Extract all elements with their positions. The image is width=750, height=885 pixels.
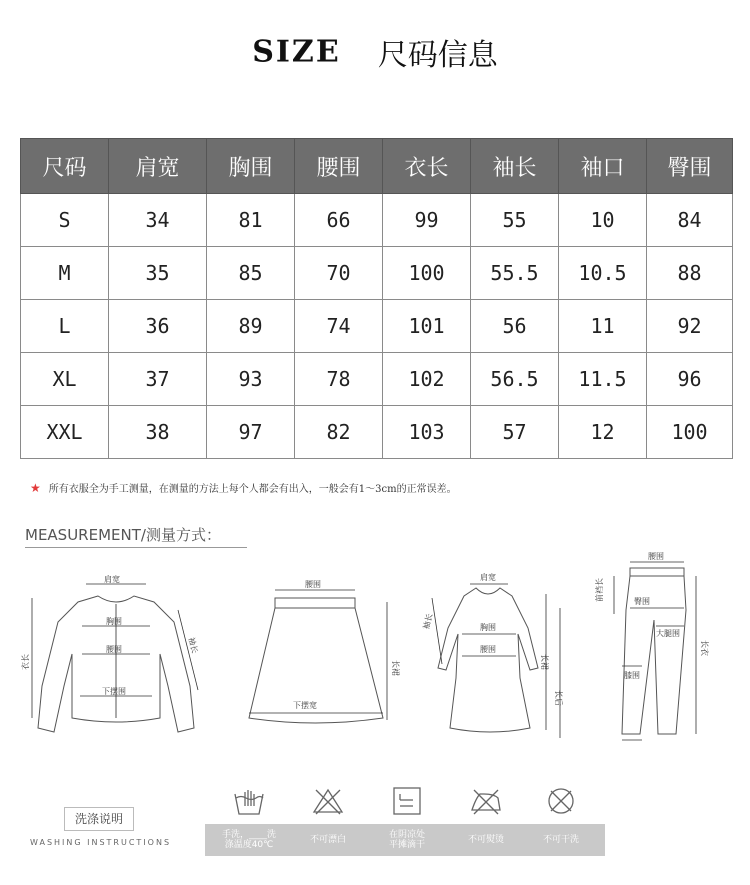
table-header-row [21, 139, 733, 194]
dress-waist-label: 腰围 [480, 645, 496, 654]
table-row [21, 194, 733, 247]
table-row [21, 300, 733, 353]
table-row [21, 353, 733, 406]
table-cell: 56.5 [471, 353, 559, 406]
table-cell: 103 [383, 406, 471, 459]
table-header: 尺码 [21, 139, 109, 194]
wash-item-shade-dry [362, 786, 452, 856]
table-cell: 88 [647, 247, 733, 300]
table-cell: S [21, 194, 109, 247]
shade-dry-icon [391, 786, 423, 816]
shirt-sleeve-label: 袖长 [186, 636, 200, 655]
pants-thigh-label: 大腿围 [656, 629, 680, 638]
wash-item-no-bleach [283, 786, 373, 856]
skirt-waist-label: 腰围 [305, 580, 321, 589]
table-cell: 57 [471, 406, 559, 459]
table-cell: 82 [295, 406, 383, 459]
skirt-hem-label: 下摆宽 [293, 701, 317, 710]
title-size-word: SIZE [252, 34, 341, 70]
pants-length-label: 长衣 [700, 640, 709, 656]
dress-chest-label: 胸围 [480, 623, 496, 632]
table-cell: 89 [207, 300, 295, 353]
pants-waist-label: 腰围 [648, 552, 664, 561]
wash-caption: 在阴凉处 平摊滴干 [363, 824, 451, 856]
wash-caption: 不可干洗 [517, 824, 605, 856]
wash-caption: 手洗，____洗 涤温度40℃ [205, 824, 293, 856]
table-cell: 10 [559, 194, 647, 247]
table-cell: 37 [109, 353, 207, 406]
shirt-waist-label: 腰围 [106, 645, 122, 654]
table-cell: 35 [109, 247, 207, 300]
wash-item-hand-wash [204, 786, 294, 856]
hand-wash-icon [233, 786, 265, 816]
skirt-diagram [235, 568, 410, 733]
size-table [20, 138, 733, 459]
shirt-length-label: 衣长 [21, 654, 30, 670]
table-header: 臀围 [647, 139, 733, 194]
table-cell: 97 [207, 406, 295, 459]
table-cell: XXL [21, 406, 109, 459]
table-cell: L [21, 300, 109, 353]
star-icon: ★ [30, 481, 41, 495]
wash-caption: 不可熨烫 [442, 824, 530, 856]
shirt-diagram [20, 568, 225, 748]
table-cell: 92 [647, 300, 733, 353]
dress-diagram [420, 568, 570, 743]
table-cell: 81 [207, 194, 295, 247]
measurement-note [30, 480, 457, 495]
table-cell: 93 [207, 353, 295, 406]
table-cell: 96 [647, 353, 733, 406]
dress-shoulder-label: 肩宽 [480, 573, 496, 582]
dress-length-label: 长裙 [540, 654, 549, 670]
table-cell: 100 [383, 247, 471, 300]
table-cell: 10.5 [559, 247, 647, 300]
pants-front-rise-label: 前裆长 [595, 578, 604, 602]
table-cell: 99 [383, 194, 471, 247]
table-cell: 101 [383, 300, 471, 353]
no-iron-icon [468, 786, 504, 816]
pants-knee-label: 膝围 [624, 671, 640, 680]
table-header: 袖长 [471, 139, 559, 194]
table-cell: 66 [295, 194, 383, 247]
table-header: 腰围 [295, 139, 383, 194]
table-cell: 56 [471, 300, 559, 353]
table-row [21, 247, 733, 300]
table-cell: XL [21, 353, 109, 406]
shirt-chest-label: 胸围 [106, 617, 122, 626]
table-cell: M [21, 247, 109, 300]
page-title [0, 30, 750, 74]
table-cell: 84 [647, 194, 733, 247]
measurement-title: MEASUREMENT/测量方式： [25, 526, 221, 544]
dress-sleeve-label: 袖长 [421, 612, 435, 631]
table-cell: 55 [471, 194, 559, 247]
dress-back-length-label: 长后 [554, 690, 563, 706]
table-cell: 38 [109, 406, 207, 459]
table-cell: 34 [109, 194, 207, 247]
skirt-length-label: 长裙 [391, 660, 400, 676]
table-cell: 102 [383, 353, 471, 406]
wash-caption: 不可漂白 [284, 824, 372, 856]
washing-label: 洗涤说明 [64, 807, 134, 831]
shirt-shoulder-label: 肩宽 [104, 575, 120, 584]
table-cell: 55.5 [471, 247, 559, 300]
pants-diagram [592, 550, 712, 745]
pants-hip-label: 臀围 [634, 597, 650, 606]
table-cell: 12 [559, 406, 647, 459]
table-row [21, 406, 733, 459]
table-cell: 78 [295, 353, 383, 406]
table-header: 胸围 [207, 139, 295, 194]
table-header: 袖口 [559, 139, 647, 194]
washing-label-en: WASHING INSTRUCTIONS [30, 838, 172, 847]
table-cell: 11.5 [559, 353, 647, 406]
table-header: 肩宽 [109, 139, 207, 194]
shirt-hem-label: 下摆围 [102, 687, 126, 696]
table-header: 衣长 [383, 139, 471, 194]
no-dry-clean-icon [545, 786, 577, 816]
wash-item-no-dry-clean [516, 786, 606, 856]
no-bleach-icon [312, 786, 344, 816]
table-cell: 100 [647, 406, 733, 459]
title-cn: 尺码信息 [377, 38, 498, 73]
divider [25, 547, 247, 548]
note-text: 所有衣服全为手工测量，在测量的方法上每个人都会有出入，一般会有1～3cm的正常误差。 [48, 484, 457, 495]
table-cell: 85 [207, 247, 295, 300]
table-cell: 36 [109, 300, 207, 353]
table-cell: 74 [295, 300, 383, 353]
table-cell: 70 [295, 247, 383, 300]
table-cell: 11 [559, 300, 647, 353]
